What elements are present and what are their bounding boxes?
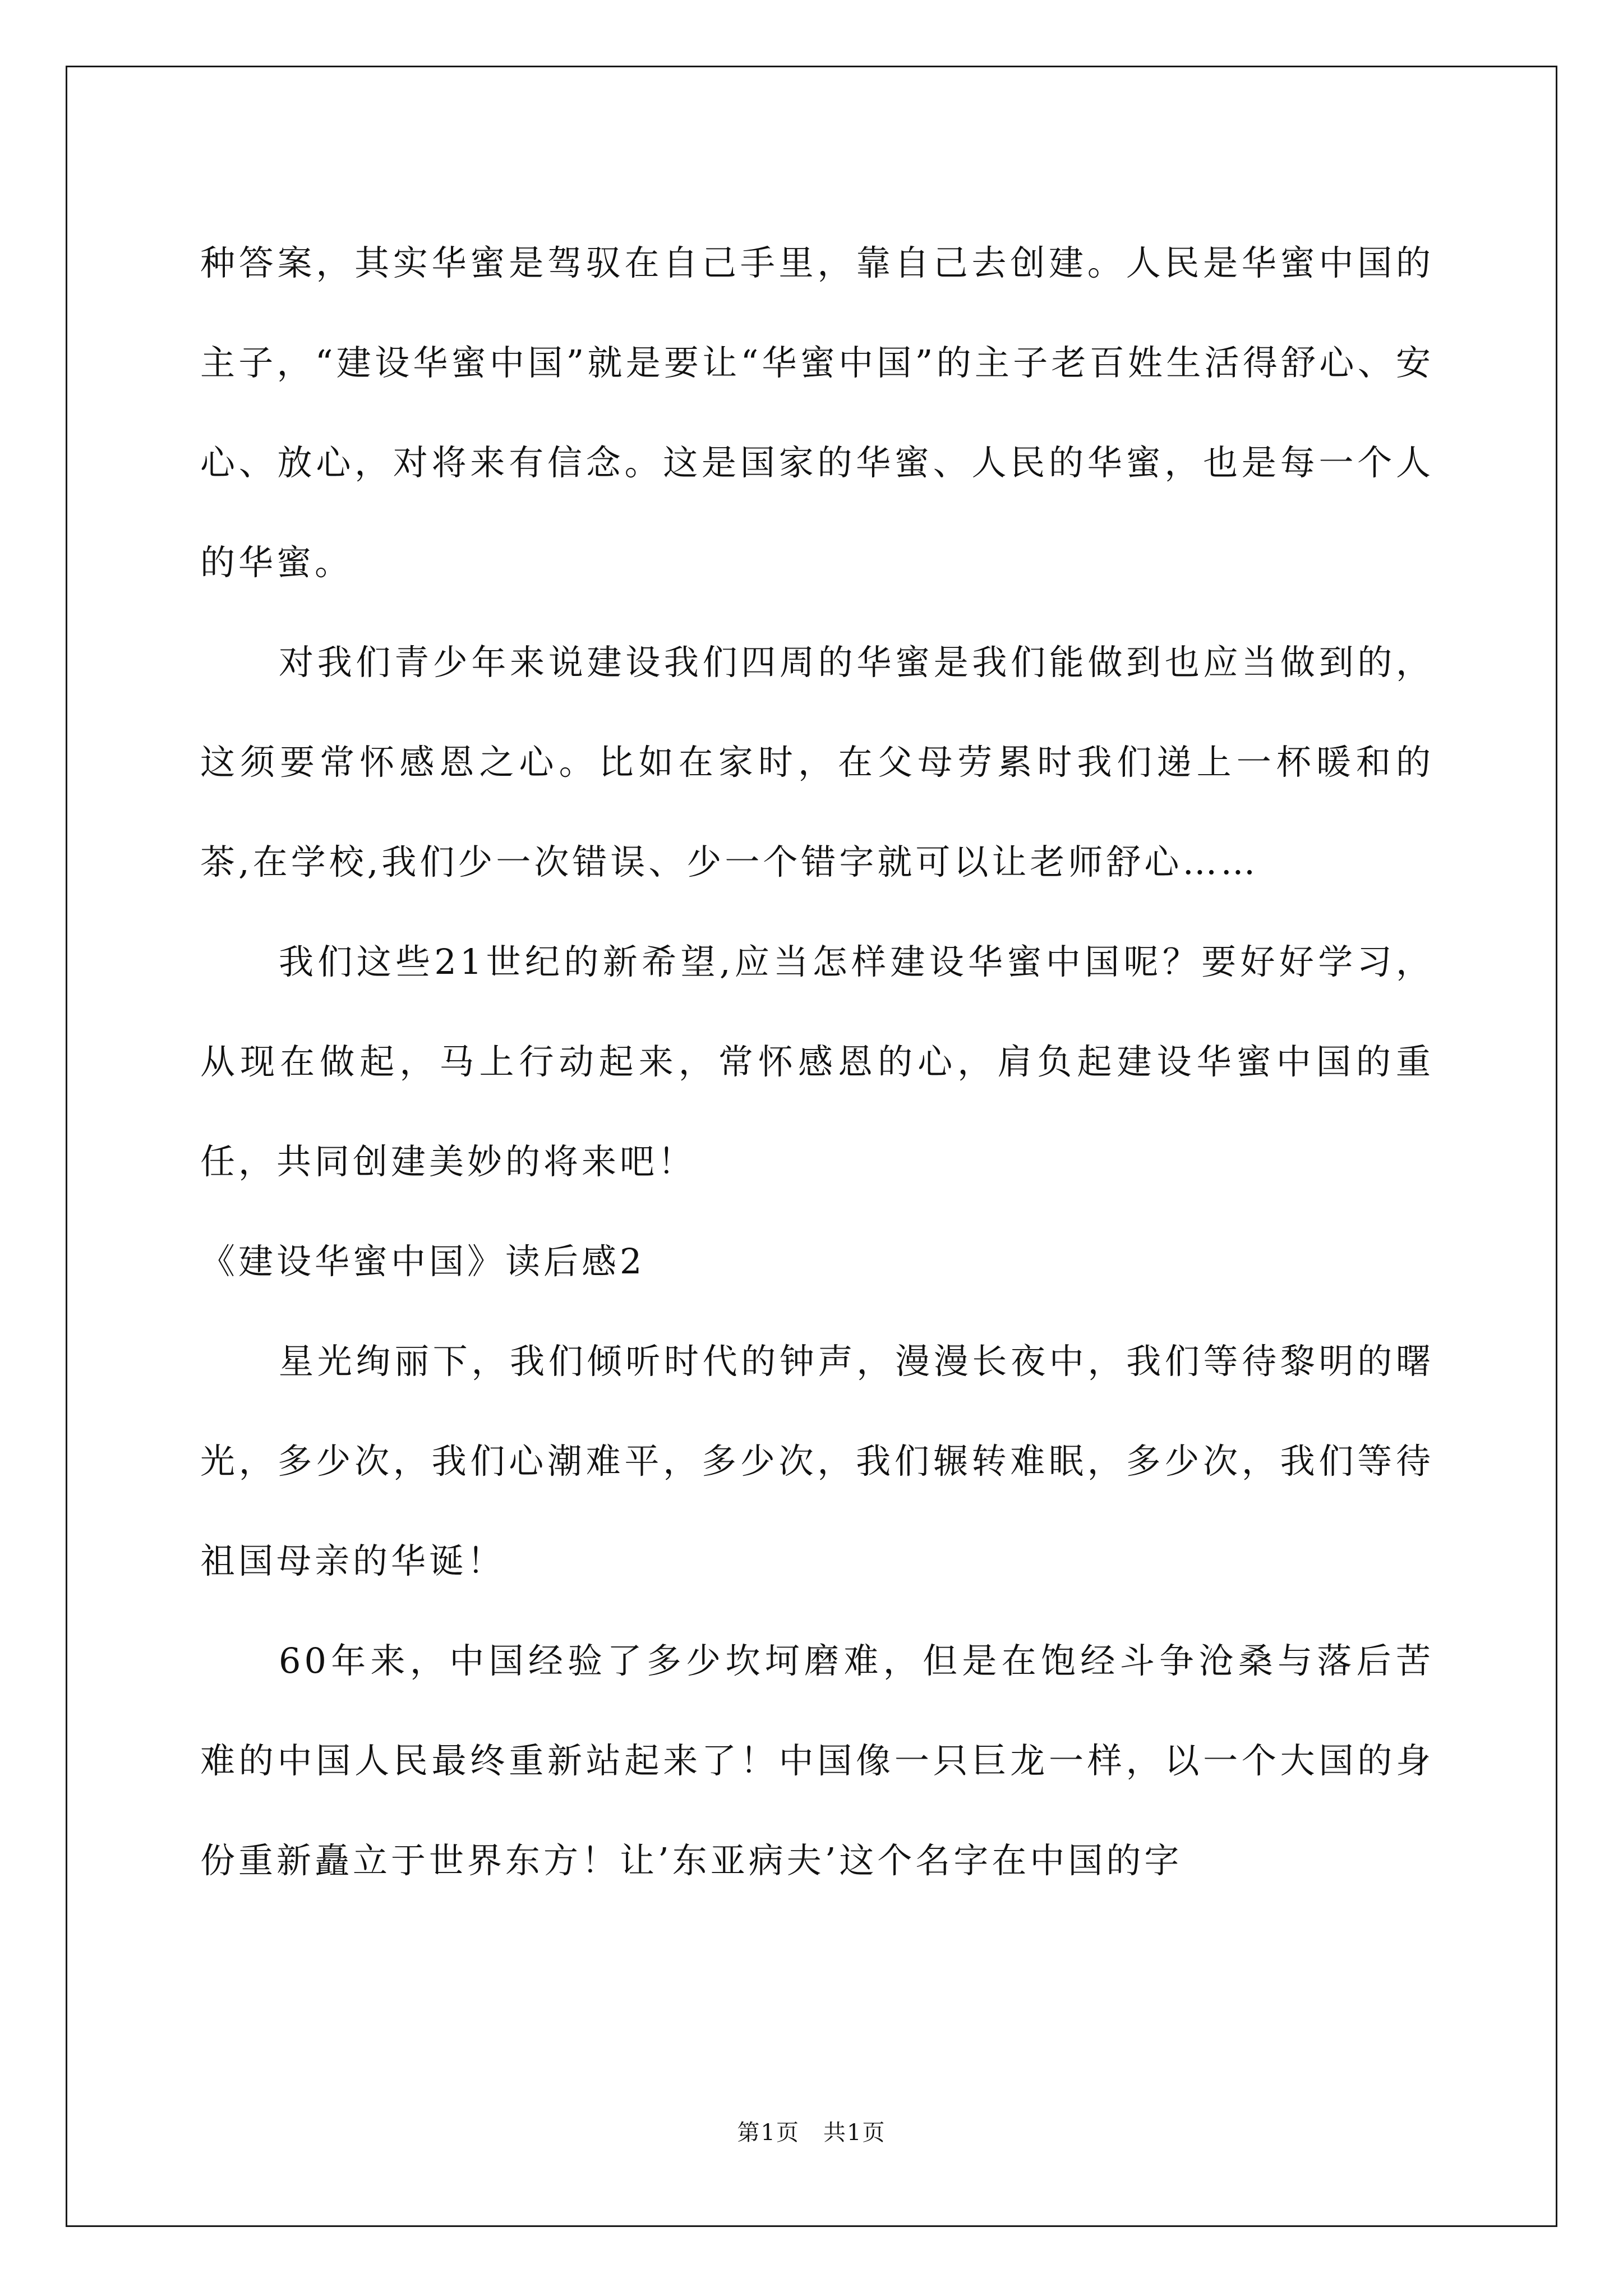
document-body [200, 213, 1434, 1911]
paragraph-2: 对我们青少年来说建设我们四周的华蜜是我们能做到也应当做到的，这须要常怀感恩之心。比如在家时，在父母劳累时我们递上一杯暖和的茶,在学校,我们少一次错误、少一个错字就可以让老师舒心…… [200, 642, 1434, 882]
page-footer: 第1页 共1页 [737, 2120, 886, 2146]
section-heading: 《建设华蜜中国》读后感2 [200, 1241, 645, 1282]
paragraph-4: 星光绚丽下，我们倾听时代的钟声，漫漫长夜中，我们等待黎明的曙光，多少次，我们心潮难平，多少次，我们辗转难眠，多少次，我们等待祖国母亲的华诞！ [200, 1341, 1434, 1581]
paragraph-3: 我们这些21世纪的新希望,应当怎样建设华蜜中国呢？要好好学习，从现在做起，马上行动起来，常怀感恩的心，肩负起建设华蜜中国的重任，共同创建美妙的将来吧！ [200, 941, 1434, 1182]
paragraph-1: 种答案，其实华蜜是驾驭在自己手里，靠自己去创建。人民是华蜜中国的主子，“建设华蜜中国”就是要让“华蜜中国”的主子老百姓生活得舒心、安心、放心，对将来有信念。这是国家的华蜜、人民的华蜜，也是每一个人的华蜜。 [200, 242, 1434, 583]
paragraph-5: 60年来，中国经验了多少坎坷磨难，但是在饱经斗争沧桑与落后苦难的中国人民最终重新站起来了！中国像一只巨龙一样，以一个大国的身份重新矗立于世界东方！让’东亚病夫’这个名字在中国的字 [200, 1640, 1434, 1881]
